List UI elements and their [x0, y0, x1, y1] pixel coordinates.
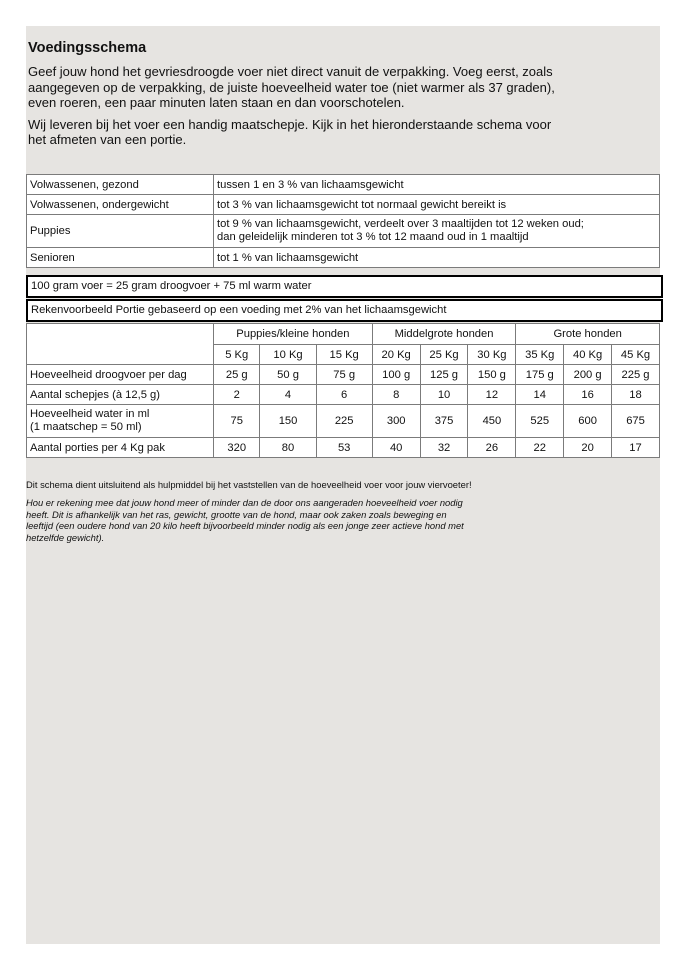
weight-header: 35 Kg	[516, 345, 564, 365]
table-cell: 150	[260, 405, 316, 438]
weight-header: 25 Kg	[420, 345, 468, 365]
example-box: Rekenvoorbeeld Portie gebaseerd op een voeding met 2% van het lichaamsgewicht	[26, 299, 663, 322]
document-page	[26, 26, 660, 944]
table-cell: 375	[420, 405, 468, 438]
table-row	[27, 438, 660, 458]
table-cell: 26	[468, 438, 516, 458]
table-cell: 6	[316, 385, 372, 405]
category-value: tussen 1 en 3 % van lichaamsgewicht	[214, 175, 660, 195]
table-cell: 525	[516, 405, 564, 438]
weight-header: 10 Kg	[260, 345, 316, 365]
disclaimer-note: Dit schema dient uitsluitend als hulpmiddel bij het vaststellen van de hoeveelheid voer voor jouw viervoeter!	[26, 479, 472, 490]
table-cell: 10	[420, 385, 468, 405]
table-cell: 20	[564, 438, 612, 458]
intro-paragraph: Geef jouw hond het gevriesdroogde voer niet direct vanuit de verpakking. Voeg eerst, zoals aangegeven op de verpakking, de juiste hoeveelheid water toe (niet warmer als 37 graden), even roeren, een paar minuten laten staan en dan voorschotelen.	[28, 64, 555, 110]
table-row	[27, 248, 660, 268]
table-row	[27, 195, 660, 215]
table-cell: 16	[564, 385, 612, 405]
table-cell: 150 g	[468, 365, 516, 385]
row-label: Hoeveelheid droogvoer per dag	[27, 365, 214, 385]
row-label-line: (1 maatschep = 50 ml)	[30, 421, 142, 433]
table-cell: 200 g	[564, 365, 612, 385]
table-cell: 8	[372, 385, 420, 405]
row-label: Aantal porties per 4 Kg pak	[27, 438, 214, 458]
table-row	[27, 215, 660, 248]
table-cell: 40	[372, 438, 420, 458]
table-cell: 225	[316, 405, 372, 438]
weight-header: 20 Kg	[372, 345, 420, 365]
category-label: Volwassenen, ondergewicht	[27, 195, 214, 215]
table-cell: 75 g	[316, 365, 372, 385]
table-cell: 12	[468, 385, 516, 405]
group-header: Grote honden	[516, 324, 660, 345]
table-cell: 53	[316, 438, 372, 458]
category-label: Puppies	[27, 215, 214, 248]
row-label	[27, 405, 214, 438]
table-row	[27, 385, 660, 405]
table-cell: 450	[468, 405, 516, 438]
table-cell: 4	[260, 385, 316, 405]
empty-corner-cell	[27, 324, 214, 365]
scoop-paragraph: Wij leveren bij het voer een handig maatschepje. Kijk in het hieronderstaande schema voor het afmeten van een portie.	[28, 116, 552, 147]
category-label: Senioren	[27, 248, 214, 268]
table-cell: 600	[564, 405, 612, 438]
row-label-line: Hoeveelheid water in ml	[30, 408, 150, 420]
table-cell: 22	[516, 438, 564, 458]
weight-header: 30 Kg	[468, 345, 516, 365]
table-cell: 25 g	[214, 365, 260, 385]
category-label: Volwassenen, gezond	[27, 175, 214, 195]
table-row	[27, 365, 660, 385]
group-header: Middelgrote honden	[372, 324, 516, 345]
table-cell: 2	[214, 385, 260, 405]
category-value: tot 3 % van lichaamsgewicht tot normaal gewicht bereikt is	[214, 195, 660, 215]
weight-header: 45 Kg	[612, 345, 660, 365]
table-cell: 175 g	[516, 365, 564, 385]
dosage-table	[26, 323, 660, 458]
weight-header: 15 Kg	[316, 345, 372, 365]
table-cell: 300	[372, 405, 420, 438]
category-table	[26, 174, 660, 268]
intro-section	[26, 40, 662, 154]
table-cell: 32	[420, 438, 468, 458]
category-value: tot 1 % van lichaamsgewicht	[214, 248, 660, 268]
group-header-row	[27, 324, 660, 345]
table-row	[27, 175, 660, 195]
category-value-line: tot 9 % van lichaamsgewicht, verdeelt over 3 maaltijden tot 12 weken oud;	[217, 218, 584, 230]
table-cell: 675	[612, 405, 660, 438]
table-cell: 18	[612, 385, 660, 405]
table-cell: 50 g	[260, 365, 316, 385]
table-cell: 320	[214, 438, 260, 458]
page-title: Voedingsschema	[28, 40, 147, 56]
conversion-box: 100 gram voer = 25 gram droogvoer + 75 ml warm water	[26, 275, 663, 298]
table-cell: 17	[612, 438, 660, 458]
advice-note: Hou er rekening mee dat jouw hond meer of minder dan de door ons aangeraden hoeveelheid voer nodig heeft. Dit is afhankelijk van het ras, gewicht, grootte van de hond, maar ook zaken zoals beweging en leeftijd (een oudere hond van 20 kilo heeft bijvoorbeeld minder nodig als een jonge zeer actieve hond met hetzelfde gewicht).	[26, 497, 464, 543]
table-cell: 225 g	[612, 365, 660, 385]
table-cell: 14	[516, 385, 564, 405]
table-cell: 125 g	[420, 365, 468, 385]
category-value-line: dan geleidelijk minderen tot 3 % tot 12 maand oud in 1 maaltijd	[217, 231, 529, 243]
table-row	[27, 405, 660, 438]
table-cell: 100 g	[372, 365, 420, 385]
category-value	[214, 215, 660, 248]
weight-header: 40 Kg	[564, 345, 612, 365]
table-cell: 80	[260, 438, 316, 458]
row-label: Aantal schepjes (à 12,5 g)	[27, 385, 214, 405]
table-cell: 75	[214, 405, 260, 438]
weight-header: 5 Kg	[214, 345, 260, 365]
group-header: Puppies/kleine honden	[214, 324, 373, 345]
